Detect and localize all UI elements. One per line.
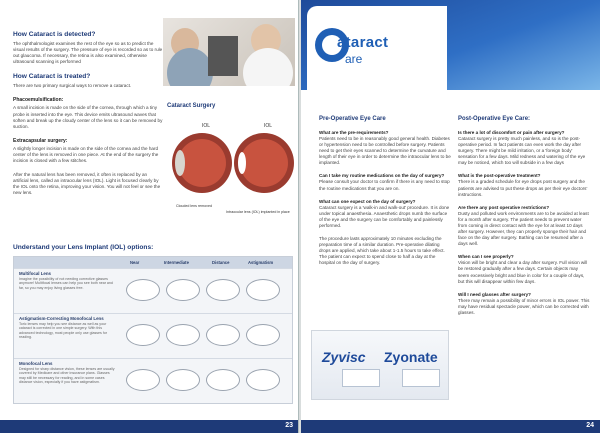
question: Is there a lot of discomfort or pain after surgery?: [458, 130, 565, 135]
pre-operative-column: [319, 116, 451, 274]
table-row: [14, 358, 292, 404]
section-text: The ophthalmologist examines the rest of the eye so as to predict the visual results of the surgery. The pressure of eye is recorded so as to rule out glaucoma. If necessary, the retina is also examined, otherwise ultrasound scanning is performed: [13, 41, 163, 65]
astigmatism-circle: [246, 324, 280, 346]
product-box-1: [342, 369, 380, 387]
cataract-surgery-label: Cataract Surgery: [167, 103, 216, 109]
distance-circle: [206, 369, 240, 391]
clouded-lens-caption: Clouded lens removed: [176, 204, 212, 208]
iol-label-right: IOL: [264, 123, 273, 129]
answer: Cataract surgery is a 'walk-in and walk-out' procedure. It is done under topical anaesthesia. Anaesthetic drops numb the surface of the eye and the surgery can be comfortably and painlessly performed.: [319, 204, 450, 228]
doctor-coat: [243, 48, 293, 86]
post-operative-column: [458, 116, 590, 323]
section-title: How Cataract is treated?: [13, 73, 91, 81]
logo-line2: are: [345, 52, 363, 66]
near-circle: [126, 279, 160, 301]
astigmatism-circle: [246, 279, 280, 301]
iol-label-left: IOL: [202, 123, 211, 129]
row-desc: Imagine the possibility of not needing corrective glasses anymore! Multifocal lenses can help you see both near and far, so you may enjoy living glasses free.: [19, 276, 113, 290]
answer: There is a graded schedule for eye drops post surgery and the patients are advised to put these drops as per their eye doctors' instructions.: [458, 179, 588, 197]
cataract-care-logo: [315, 28, 405, 78]
row-desc: Toric lenses may help you see distance as well as your cataract is corrected in one simple surgery. With this advanced technology, most people only use glasses for reading.: [19, 321, 108, 340]
row-name: Monofocal Lens: [19, 361, 53, 366]
intermediate-circle: [166, 369, 200, 391]
pre-op-title: Pre-Operative Eye Care: [319, 116, 386, 122]
section-title: How Cataract is detected?: [13, 31, 96, 38]
col-intermediate: Intermediate: [164, 260, 189, 265]
page-right: [301, 0, 600, 433]
row-text: [19, 362, 117, 385]
logo-line1: ataract: [337, 34, 389, 51]
extracapsular-text: A slightly longer incision is made on the side of the cornea and the hard center of the lens is removed in one piece. At the end of the surgery the incision is closed with a few stitches.: [13, 145, 159, 164]
iol-explanation: After the natural lens has been removed, it often is replaced by an artificial lens, called an intraocular lens (IOL). Light is focused clearly by the IOL onto the retina, improving your vision. You will not feel or see the new lens.: [13, 172, 161, 196]
phaco-title: Phacoemulsification:: [13, 97, 64, 104]
row-name: Multifocal Lens: [19, 271, 51, 276]
iol-options-table: [13, 256, 293, 404]
row-name: Astigmatism-Correcting Monofocal Lens: [19, 316, 104, 321]
distance-circle: [206, 324, 240, 346]
table-row: [14, 313, 292, 358]
iol-table-header: [14, 257, 292, 268]
intermediate-circle: [166, 279, 200, 301]
extracapsular-title: Extracapsular surgery:: [13, 137, 68, 144]
question: What is the post-operative treatment?: [458, 173, 541, 179]
near-circle: [126, 369, 160, 391]
row-text: [19, 272, 117, 290]
answer: There may remain a possibility of minor errors in IOL power. This may have residual spectacle power, which can be corrected with glasses.: [458, 297, 590, 315]
question: Will I need glasses after surgery?: [458, 291, 531, 297]
page-left: [0, 0, 299, 433]
implanted-caption: Intraocular lens (IOL) implanted in place: [226, 210, 290, 214]
question: When can I see properly?: [458, 254, 514, 260]
row-desc: Designed for sharp distance vision, these lenses are usually covered by Medicare and other insurance plans. Glasses may still be necessary for reading, and in some cases distance vision, especially if you have astigmatism.: [19, 366, 115, 385]
answer: Cataract surgery is pretty much painless, and so is the post-operative period. In fact patients can even work the day after surgery. There might be mild irritation, or a 'foreign body' sensation for a few days. Mild redness and watering of the eye may be noticed, which too will subside in a few days: [458, 136, 586, 166]
answer: Please consult your doctor to confirm if there is any need to stop the routine medications that you are on.: [319, 179, 450, 191]
distance-circle: [206, 279, 240, 301]
astigmatism-circle: [246, 369, 280, 391]
answer: The procedure lasts approximately 10 minutes excluding the preparation time of a similar duration. Pre-operative dilating drops are applied, which take about 1-1.5 hours to take effect. The patient can expect to spend close to half a day at the hospital on the day of surgery.: [319, 236, 445, 266]
col-astigmatism: Astigmatism: [248, 260, 274, 265]
row-text: [19, 317, 117, 340]
implanted-iol: [238, 152, 246, 174]
answer: Vision will be bright and clear a day after surgery. Full vision will be restored gradually after a few days. Certain objects may seem excessively bright and blue in color for a couple of days, but this will disappear within few days.: [458, 260, 588, 284]
post-op-title: Post-Operative Eye Care:: [458, 116, 531, 122]
eye-after-inner: [240, 139, 288, 187]
section-text: There are two primary surgical ways to remove a cataract.: [13, 83, 132, 89]
col-near: Near: [130, 260, 140, 265]
slit-lamp: [208, 36, 238, 76]
patient-body: [167, 48, 213, 86]
table-row: [14, 268, 292, 313]
doctor-patient-photo: [163, 18, 295, 86]
product-advertisement: [311, 330, 449, 400]
clouded-lens: [175, 150, 185, 176]
answer: Dusty and polluted work environments are to be avoided at least for a month after surgery. The patient needs to prevent water from coming in direct contact with the eye for at least 10 days after surgery. However, they can properly sponge their hair and face on the day after surgery. Bathing can be resumed after a days well.: [458, 210, 589, 247]
brand-zyonate: Zyonate: [384, 349, 438, 365]
brand-zyvisc: Zyvisc: [322, 349, 366, 365]
question: Can I take my routine medications on the day of surgery?: [319, 173, 445, 179]
footer-bar-right: [301, 420, 600, 433]
page-number: 24: [586, 422, 594, 429]
footer-bar-left: [0, 420, 299, 433]
eye-diagram: [166, 117, 296, 227]
left-text-column: [13, 31, 163, 205]
near-circle: [126, 324, 160, 346]
question: What can one expect on the day of surgery?: [319, 198, 416, 204]
col-distance: Distance: [212, 260, 230, 265]
question: What are the pre-requirements?: [319, 130, 389, 135]
product-box-2: [402, 369, 440, 387]
intermediate-circle: [166, 324, 200, 346]
answer: Patients need to be in reasonably good general health. Diabetes or hypertension need to be controlled before surgery. Patients need to get their eyes scanned to determine the curvature and length of their eye in order to determine the intraocular lens to be implanted.: [319, 136, 451, 166]
iol-options-title: Understand your Lens Implant (IOL) options:: [13, 244, 154, 251]
eye-before-inner: [178, 139, 226, 187]
page-number: 23: [285, 422, 293, 429]
phaco-text: A small incision is made on the side of the cornea, through which a tiny probe is inserted into the eye. This device emits ultrasound waves that soften and break up the cloudy center of the lens so it can be removed by suction.: [13, 105, 163, 129]
question: Are there any post operative restrictions?: [458, 204, 550, 210]
